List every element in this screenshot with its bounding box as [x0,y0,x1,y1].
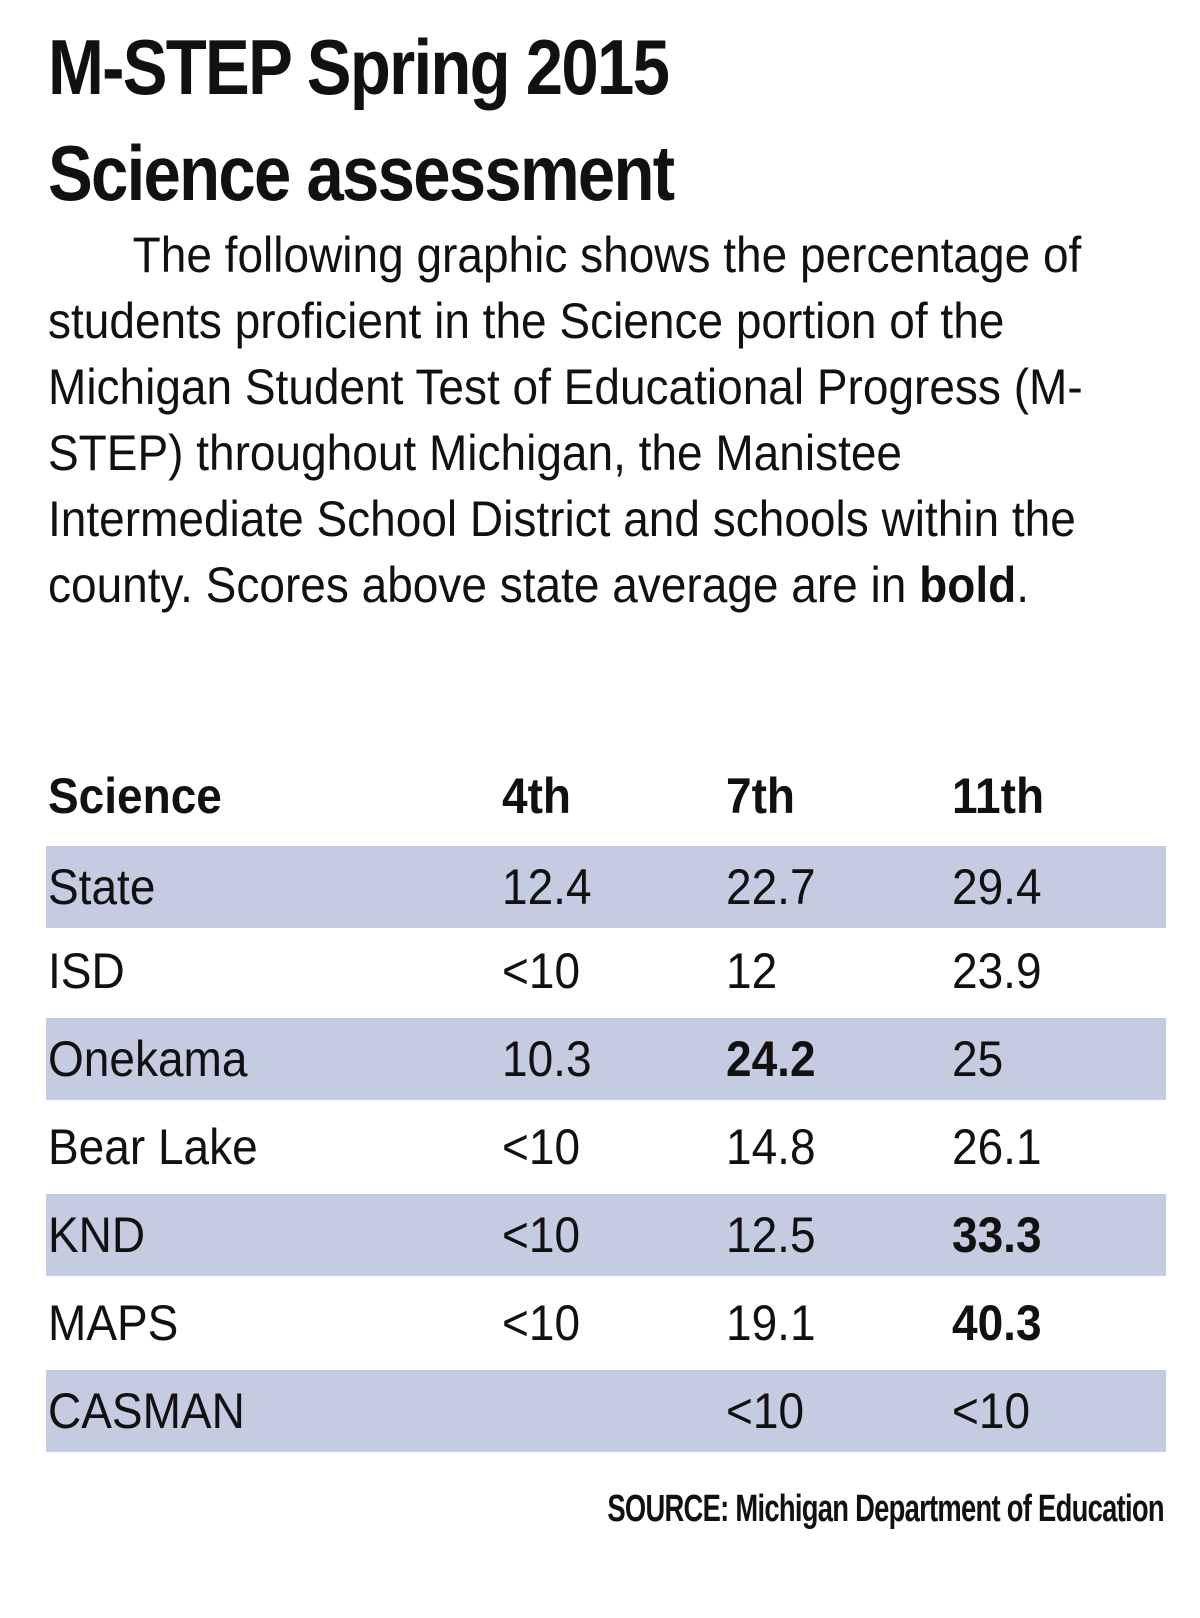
cell-7th: 14.8 [726,1119,816,1175]
header-science: Science [48,768,222,824]
cell-7th: 12.5 [726,1207,816,1263]
intro-paragraph [48,222,1161,618]
row-name: MAPS [48,1295,179,1351]
cell-4th: 12.4 [502,859,592,915]
intro-end: . [1016,557,1030,613]
table-row [46,1018,1166,1100]
table-row [46,1194,1166,1276]
cell-4th: <10 [502,1207,581,1263]
row-name: KND [48,1207,146,1263]
source-credit: SOURCE: Michigan Department of Education [607,1488,1164,1530]
row-name: Onekama [48,1031,248,1087]
cell-7th: 12 [726,943,778,999]
cell-7th: 22.7 [726,859,816,915]
cell-7th: 19.1 [726,1295,816,1351]
cell-4th: <10 [502,943,581,999]
intro-bold: bold [919,557,1017,613]
header-7th: 7th [726,768,795,824]
cell-7th-bold: 24.2 [726,1031,816,1087]
table-row [46,1370,1166,1452]
table-row [46,1282,1166,1364]
cell-4th: 10.3 [502,1031,592,1087]
intro-text: The following graphic shows the percentage of students proficient in the Science portion of the Michigan Student Test of Educational Progress (M-STEP) throughout Michigan, the Manistee Intermediate School District and schools within the county. Scores above state average are in [48,227,1083,613]
header-11th: 11th [952,768,1045,824]
table-row [46,846,1166,928]
cell-7th: <10 [726,1383,805,1439]
cell-4th: <10 [502,1119,581,1175]
table-row [46,1106,1166,1188]
row-name: Bear Lake [48,1119,258,1175]
cell-11th-bold: 40.3 [952,1295,1042,1351]
header-4th: 4th [502,768,571,824]
cell-11th: 25 [952,1031,1004,1087]
row-name: CASMAN [48,1383,245,1439]
title-line-1: M-STEP Spring 2015 [48,23,669,111]
cell-11th-bold: 33.3 [952,1207,1042,1263]
cell-11th: 26.1 [952,1119,1042,1175]
title-line-2: Science assessment [48,129,674,217]
cell-11th: 29.4 [952,859,1042,915]
table-row [46,930,1166,1012]
cell-4th: <10 [502,1295,581,1351]
cell-11th: 23.9 [952,943,1042,999]
row-name: ISD [48,943,125,999]
row-name: State [48,859,156,915]
cell-11th: <10 [952,1383,1031,1439]
